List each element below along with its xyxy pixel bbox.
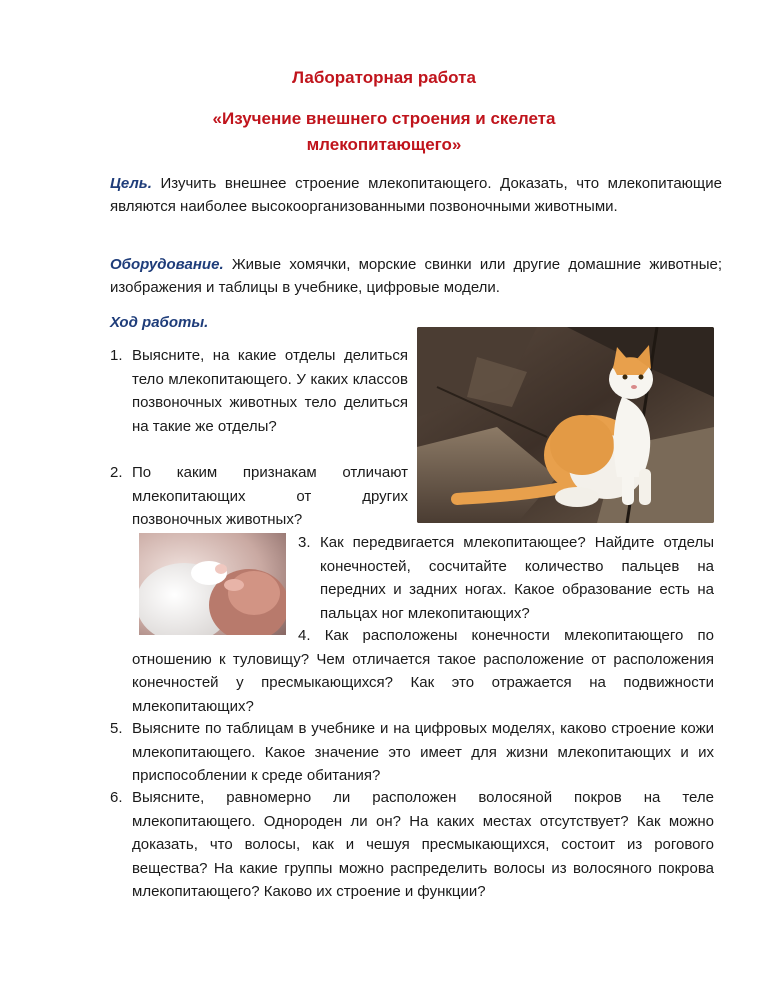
list-item: [110, 344, 408, 438]
list-item-number: 3.: [298, 534, 311, 551]
list-item-text: По каким признакам отличают млекопитающих от других позвоночных животных?: [132, 464, 408, 528]
list-item-text: Как передвигается млекопитающее? Найдите отделы конечностей, сосчитайте количество пальцев на передних и задних ногах. Какое образование есть на пальцах ног млекопитающих?: [320, 534, 714, 622]
list-item: [110, 461, 408, 532]
goal-text: Изучить внешнее строение млекопитающего. Доказать, что млекопитающие являются наиболее высокоорганизованными позвоночными животными.: [110, 175, 722, 215]
doc-subtitle: [0, 106, 768, 158]
hamster-photo: [139, 533, 286, 635]
list-item-text: Выясните по таблицам в учебнике и на цифровых моделях, каково строение кожи млекопитающего. Какое значение это имеет для жизни млекопитающих и их приспособлении к среде обитания?: [132, 720, 714, 784]
list-item-text: Выясните, на какие отделы делиться тело млекопитающего. У каких классов позвоночных животных тело делиться на такие же отделы?: [132, 347, 408, 435]
hamster-illustration: [139, 533, 286, 635]
list-item-number: 4.: [298, 627, 311, 644]
list-item: [132, 624, 714, 718]
equipment-text: Живые хомячки, морские свинки или другие домашние животные; изображения и таблицы в учебнике, цифровые модели.: [110, 256, 722, 296]
equipment-paragraph: [110, 253, 722, 299]
cat-photo: [417, 327, 714, 523]
list-item-number: 2.: [110, 464, 123, 481]
procedure-label: Ход работы.: [110, 314, 209, 331]
list-item: [110, 786, 714, 904]
list-item-text: Выясните, равномерно ли расположен волосяной покров на теле млекопитающего. Однороден ли он? На каких местах отсутствует? Как можно доказать, что волосы, как и чешуя пресмыкающихся, состоит из рогового вещества? На какие группы можно распределить волосы из волосяного покрова млекопитающего? Каково их строение и функции?: [132, 789, 714, 900]
list-item-text: Как расположены конечности млекопитающего по отношению к туловищу? Чем отличается такое расположение от расположения конечностей у пресмыкающихся? Как это отражается на подвижности млекопитающих?: [132, 627, 714, 715]
doc-subtitle-line1: «Изучение внешнего строения и скелета: [212, 109, 556, 128]
doc-subtitle-line2: млекопитающего»: [306, 135, 462, 154]
list-item-number: 6.: [110, 789, 123, 806]
list-item: [298, 531, 714, 625]
list-item-number: 5.: [110, 720, 123, 737]
cat-illustration: [417, 327, 714, 523]
goal-paragraph: [110, 172, 722, 218]
doc-heading: Лабораторная работа: [292, 68, 476, 87]
list-item-number: 1.: [110, 347, 123, 364]
equipment-label: Оборудование.: [110, 256, 224, 273]
goal-label: Цель.: [110, 175, 152, 192]
list-item: [110, 717, 714, 788]
